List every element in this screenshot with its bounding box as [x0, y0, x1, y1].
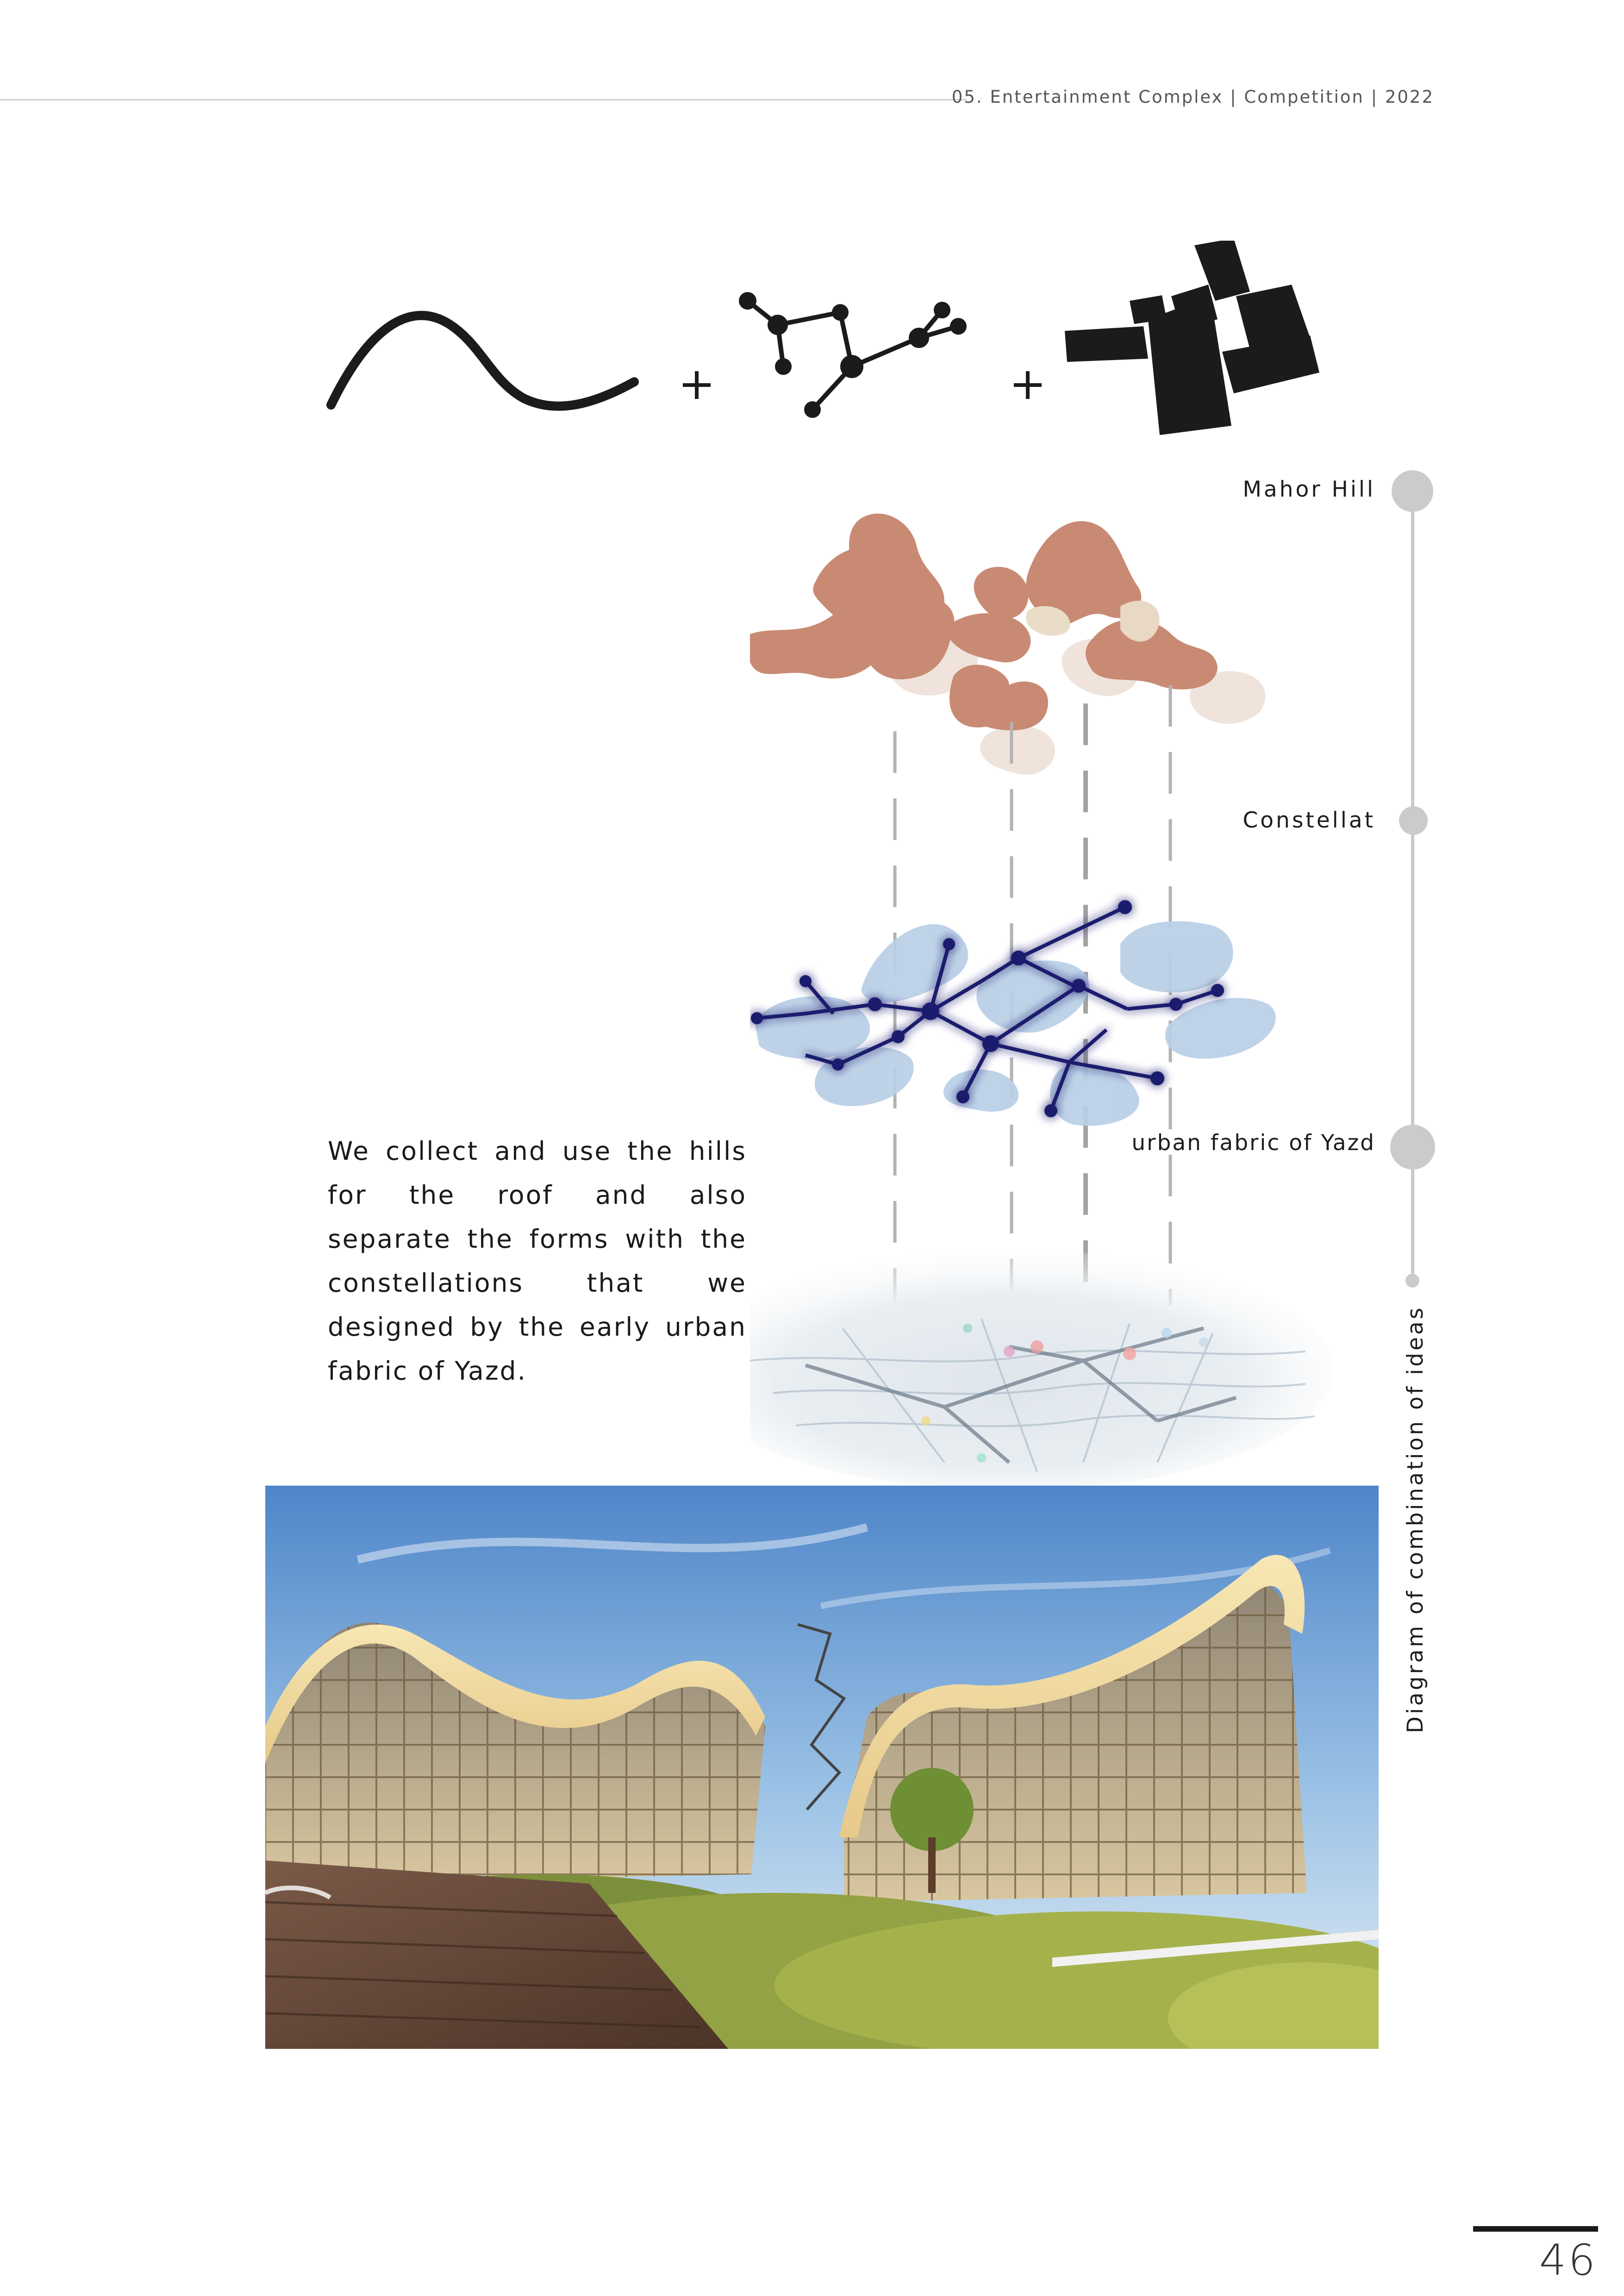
diagram-caption: Diagram of combination of ideas — [1403, 1305, 1428, 1733]
timeline-label-urban-fabric: urban fabric of Yazd — [1131, 1130, 1375, 1156]
wave-icon — [331, 316, 634, 406]
timeline-dot-urban-fabric — [1390, 1125, 1435, 1170]
concept-icons-row — [315, 241, 1333, 481]
page-number: 46 — [1539, 2235, 1597, 2285]
timeline-label-constellation: Constellat — [1243, 808, 1375, 833]
plus-sign-2 — [1014, 371, 1042, 399]
timeline-dot-mahor-hill — [1392, 470, 1433, 512]
urban-fabric-map — [750, 1250, 1333, 1490]
header-rule — [0, 99, 967, 100]
architectural-render — [265, 1486, 1379, 2049]
plus-sign-1 — [683, 371, 711, 399]
timeline-label-mahor-hill: Mahor Hill — [1243, 477, 1375, 502]
page-number-rule — [1473, 2226, 1598, 2232]
urban-fabric-icon — [1065, 241, 1319, 435]
combination-diagram — [750, 500, 1375, 1495]
description-paragraph — [328, 1129, 747, 1393]
timeline-end-dot — [1405, 1274, 1419, 1288]
description-text: We collect and use the hills for the roof and also separate the forms with the constellations that we designed by the early urban fabric of Yazd. — [328, 1136, 747, 1386]
constellation-icon — [741, 294, 964, 416]
timeline-dot-constellation — [1399, 806, 1428, 835]
header-title: 05. Entertainment Complex | Competition | 2022 — [951, 87, 1434, 107]
mahor-hill-forms — [750, 514, 1265, 775]
